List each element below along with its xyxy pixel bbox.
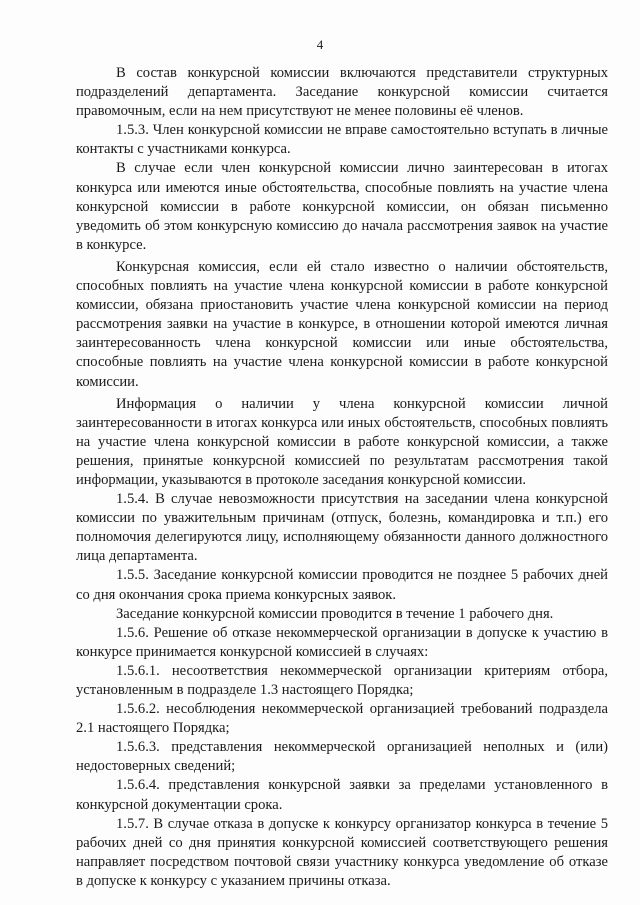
paragraph-meeting-duration: Заседание конкурсной комиссии проводится в течение 1 рабочего дня. xyxy=(116,605,554,622)
paragraph-1-5-6-2: 1.5.6.2. несоблюдения некоммерческой организацией требований подраздела 2.1 настоящего Порядка; xyxy=(76,701,608,737)
paragraph-1-5-6-3: 1.5.6.3. представления некоммерческой организацией неполных и (или) недостоверных сведений; xyxy=(76,739,608,775)
paragraph-1-5-6: 1.5.6. Решение об отказе некоммерческой организации в допуске к участию в конкурсе принимается конкурсной комиссией в случаях: xyxy=(76,624,608,660)
paragraph-commission-composition: В состав конкурсной комиссии включаются представители структурных подразделений департамента. Заседание конкурсной комиссии считается правомочным, если на нем присутствуют не менее половины её членов. xyxy=(76,65,608,120)
paragraph-1-5-5: 1.5.5. Заседание конкурсной комиссии проводится не позднее 5 рабочих дней со дня окончания срока приема конкурсных заявок. xyxy=(76,567,608,603)
paragraph-1-5-3: 1.5.3. Член конкурсной комиссии не вправе самостоятельно вступать в личные контакты с участниками конкурса. xyxy=(76,122,608,158)
paragraph-information: Информация о наличии у члена конкурсной комиссии личной заинтересованности в итогах конкурса или иных обстоятельств, способных повлиять на участие члена конкурсной комиссии в работе конкурсной комиссии, а также решения, принятые конкурсной комиссией по результатам рассмотрения такой информации, указываются в протоколе заседания конкурсной комиссии. xyxy=(76,395,608,488)
paragraph-1-5-7: 1.5.7. В случае отказа в допуске к конкурсу организатор конкурса в течение 5 рабочих дней со дня принятия конкурсной комиссией соответствующего решения направляет посредством почтовой связи участнику конкурса уведомление об отказе в допуске к конкурсу с указанием причины отказа. xyxy=(76,815,608,889)
paragraph-1-5-6-1: 1.5.6.1. несоответствия некоммерческой организации критериям отбора, установленным в подразделе 1.3 настоящего Порядка; xyxy=(76,662,608,698)
document-body xyxy=(76,64,608,891)
paragraph-conflict-of-interest: В случае если член конкурсной комиссии лично заинтересован в итогах конкурса или имеются иные обстоятельства, способные повлиять на участие члена конкурсной комиссии в работе конкурсной комиссии, он обязан письменно уведомить об этом конкурсную комиссию до начала рассмотрения заявок на участие в конкурсе. xyxy=(76,160,608,253)
page-number: 4 xyxy=(316,37,324,52)
paragraph-1-5-6-4: 1.5.6.4. представления конкурсной заявки за пределами установленного в конкурсной документации срока. xyxy=(76,777,608,813)
paragraph-suspension: Конкурсная комиссия, если ей стало известно о наличии обстоятельств, способных повлиять на участие члена конкурсной комиссии в работе конкурсной комиссии, обязана приостановить участие члена конкурсной комиссии на период рассмотрения заявки на участие в конкурсе, в отношении которой имеются личная заинтересованность члена конкурсной комиссии или иные обстоятельства, способные повлиять на участие члена конкурсной комиссии в работе конкурсной комиссии. xyxy=(76,258,608,390)
paragraph-1-5-4: 1.5.4. В случае невозможности присутствия на заседании члена конкурсной комиссии по уважительным причинам (отпуск, болезнь, командировка и т.п.) его полномочия делегируются лицу, исполняющему обязанности данного должностного лица департамента. xyxy=(76,491,608,565)
